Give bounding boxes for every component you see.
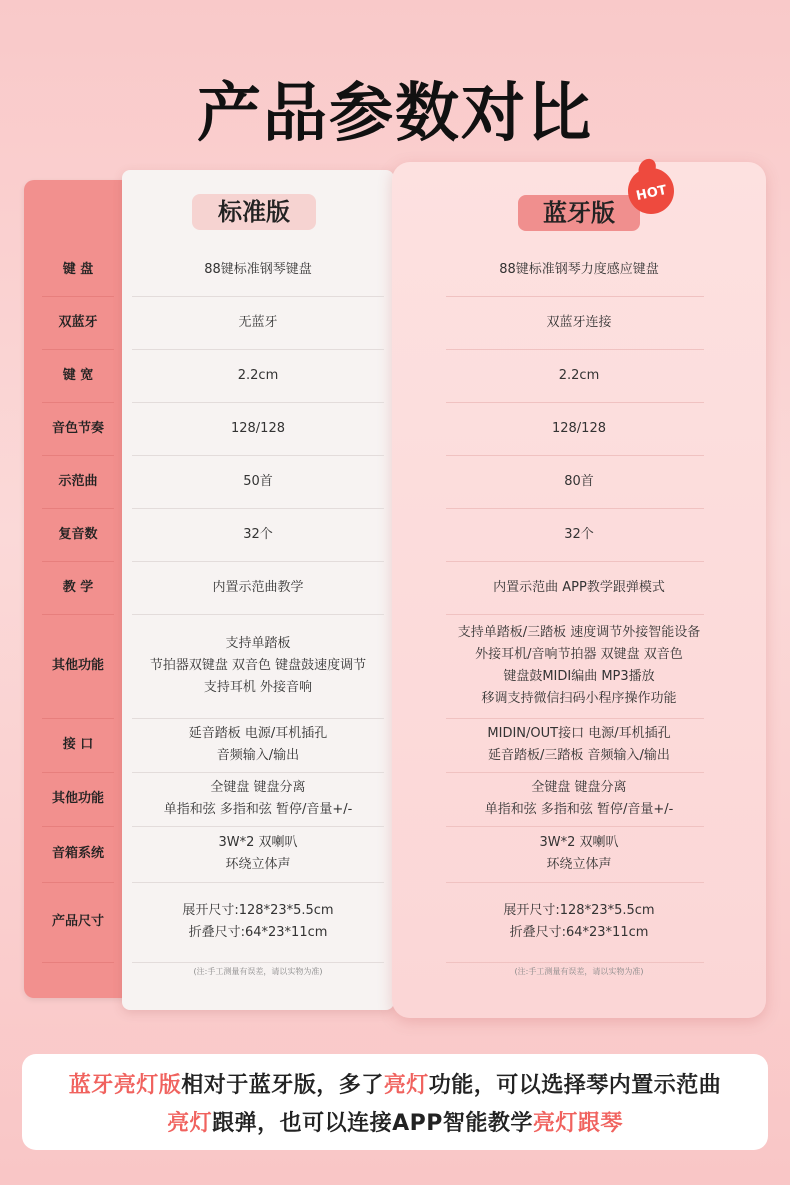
standard-value-line: 内置示范曲教学 xyxy=(212,579,304,595)
standard-value xyxy=(122,296,394,349)
bluetooth-version-header: 蓝牙版 xyxy=(518,195,640,231)
bluetooth-value xyxy=(394,826,764,882)
row-label-line: 键 宽 xyxy=(62,367,94,383)
row-label xyxy=(24,296,132,349)
highlight-text: 亮灯 xyxy=(383,1073,429,1098)
row-label xyxy=(24,349,132,402)
standard-value xyxy=(122,614,394,718)
bluetooth-value xyxy=(394,508,764,561)
standard-value xyxy=(122,772,394,826)
standard-value-line: 环绕立体声 xyxy=(225,857,291,872)
bluetooth-value-line: 32个 xyxy=(564,526,594,542)
bluetooth-value-line: 2.2cm xyxy=(558,367,600,383)
standard-value-line: 全键盘 键盘分离 xyxy=(210,780,306,795)
bluetooth-value-line: 展开尺寸:128*23*5.5cm xyxy=(503,903,655,918)
standard-value-line: 支持单踏板 xyxy=(225,636,291,651)
standard-value-line: 展开尺寸:128*23*5.5cm xyxy=(182,903,334,918)
bluetooth-value-line: 全键盘 键盘分离 xyxy=(531,780,627,795)
row-label-line: 接 口 xyxy=(62,737,94,752)
bottom-info-line-1 xyxy=(22,1068,768,1099)
standard-value xyxy=(122,349,394,402)
bluetooth-value xyxy=(394,296,764,349)
highlight-text: 亮灯跟琴 xyxy=(532,1111,623,1136)
row-label xyxy=(24,402,132,455)
row-label-line: 示范曲 xyxy=(58,473,98,489)
row-label xyxy=(24,772,132,826)
standard-value-line: 折叠尺寸:64*23*11cm xyxy=(188,925,328,940)
bluetooth-value-line: 内置示范曲 APP教学跟弹模式 xyxy=(493,579,665,595)
bluetooth-value-line: 单指和弦 多指和弦 暂停/音量+/- xyxy=(484,802,674,817)
highlight-text: 亮灯 xyxy=(167,1111,213,1136)
row-label-line: 音箱系统 xyxy=(51,846,104,861)
bluetooth-value-line: MIDIN/OUT接口 电源/耳机插孔 xyxy=(487,726,671,741)
bluetooth-value xyxy=(394,402,764,455)
standard-value-line: 32个 xyxy=(243,526,273,542)
row-label-line: 复音数 xyxy=(58,526,98,542)
row-label xyxy=(24,882,132,962)
standard-value-line: 2.2cm xyxy=(237,367,279,383)
info-text: 跟弹，也可以连接APP智能教学 xyxy=(212,1111,533,1136)
bluetooth-value-line: 80首 xyxy=(564,473,594,489)
standard-note: (注:手工测量有误差，请以实物为准) xyxy=(193,967,323,976)
row-label xyxy=(24,455,132,508)
row-label-line: 其他功能 xyxy=(51,791,104,806)
row-label xyxy=(24,614,132,718)
row-label-line: 产品尺寸 xyxy=(51,914,104,929)
bluetooth-value xyxy=(394,772,764,826)
standard-value xyxy=(122,826,394,882)
standard-value xyxy=(122,244,394,296)
page-title: 产品参数对比 xyxy=(197,77,593,151)
row-label-line: 音色节奏 xyxy=(51,420,104,436)
bluetooth-value-line: 88键标准钢琴力度感应键盘 xyxy=(499,262,659,277)
bluetooth-value-line: 3W*2 双喇叭 xyxy=(539,835,619,850)
hot-badge: HOT xyxy=(624,164,679,219)
bluetooth-note: (注:手工测量有误差，请以实物为准) xyxy=(514,967,644,976)
bluetooth-value-line: 环绕立体声 xyxy=(546,857,612,872)
bluetooth-value xyxy=(394,455,764,508)
bluetooth-value-line: 支持单踏板/三踏板 速度调节外接智能设备 xyxy=(457,625,701,640)
row-label xyxy=(24,244,132,296)
row-label-line: 教 学 xyxy=(62,579,94,595)
standard-value-line: 88键标准钢琴键盘 xyxy=(204,262,312,277)
standard-value-line: 3W*2 双喇叭 xyxy=(218,835,298,850)
highlight-text: 蓝牙亮灯版 xyxy=(68,1073,182,1098)
standard-value-line: 支持耳机 外接音响 xyxy=(203,680,313,695)
standard-value-line: 延音踏板 电源/耳机插孔 xyxy=(188,726,328,741)
bluetooth-value-line: 延音踏板/三踏板 音频输入/输出 xyxy=(488,748,670,763)
bottom-info-line-2 xyxy=(22,1106,768,1137)
standard-value xyxy=(122,402,394,455)
standard-value-line: 50首 xyxy=(243,473,273,489)
standard-version-header: 标准版 xyxy=(192,194,316,230)
bluetooth-value-line: 外接耳机/音响节拍器 双键盘 双音色 xyxy=(475,647,683,662)
info-text: 相对于蓝牙版，多了 xyxy=(181,1073,384,1098)
bluetooth-value-line: 双蓝牙连接 xyxy=(546,314,612,330)
row-label xyxy=(24,718,132,772)
row-divider xyxy=(42,962,114,963)
standard-value-line: 音频输入/输出 xyxy=(216,748,300,763)
bluetooth-value xyxy=(394,614,764,718)
info-text: 功能，可以选择琴内置示范曲 xyxy=(428,1073,722,1098)
standard-value-line: 128/128 xyxy=(230,420,285,436)
row-label-line: 双蓝牙 xyxy=(58,314,98,330)
bluetooth-value-line: 移调支持微信扫码小程序操作功能 xyxy=(481,691,677,706)
standard-value xyxy=(122,508,394,561)
bluetooth-value xyxy=(394,349,764,402)
standard-value xyxy=(122,455,394,508)
standard-value-line: 节拍器双键盘 双音色 键盘鼓速度调节 xyxy=(149,658,367,673)
row-divider xyxy=(132,962,384,963)
bluetooth-value xyxy=(394,882,764,962)
bluetooth-value xyxy=(394,244,764,296)
standard-value xyxy=(122,718,394,772)
standard-value-line: 无蓝牙 xyxy=(238,314,278,330)
row-label-line: 键 盘 xyxy=(62,262,94,277)
standard-value-line: 单指和弦 多指和弦 暂停/音量+/- xyxy=(163,802,353,817)
row-label-line: 其他功能 xyxy=(51,658,104,673)
bluetooth-value-line: 折叠尺寸:64*23*11cm xyxy=(509,925,649,940)
standard-value xyxy=(122,882,394,962)
row-label xyxy=(24,826,132,882)
bluetooth-value-line: 128/128 xyxy=(551,420,606,436)
bluetooth-value xyxy=(394,561,764,614)
row-divider xyxy=(446,962,704,963)
bluetooth-value-line: 键盘鼓MIDI编曲 MP3播放 xyxy=(503,669,655,684)
bluetooth-value xyxy=(394,718,764,772)
standard-value xyxy=(122,561,394,614)
row-label xyxy=(24,508,132,561)
row-label xyxy=(24,561,132,614)
